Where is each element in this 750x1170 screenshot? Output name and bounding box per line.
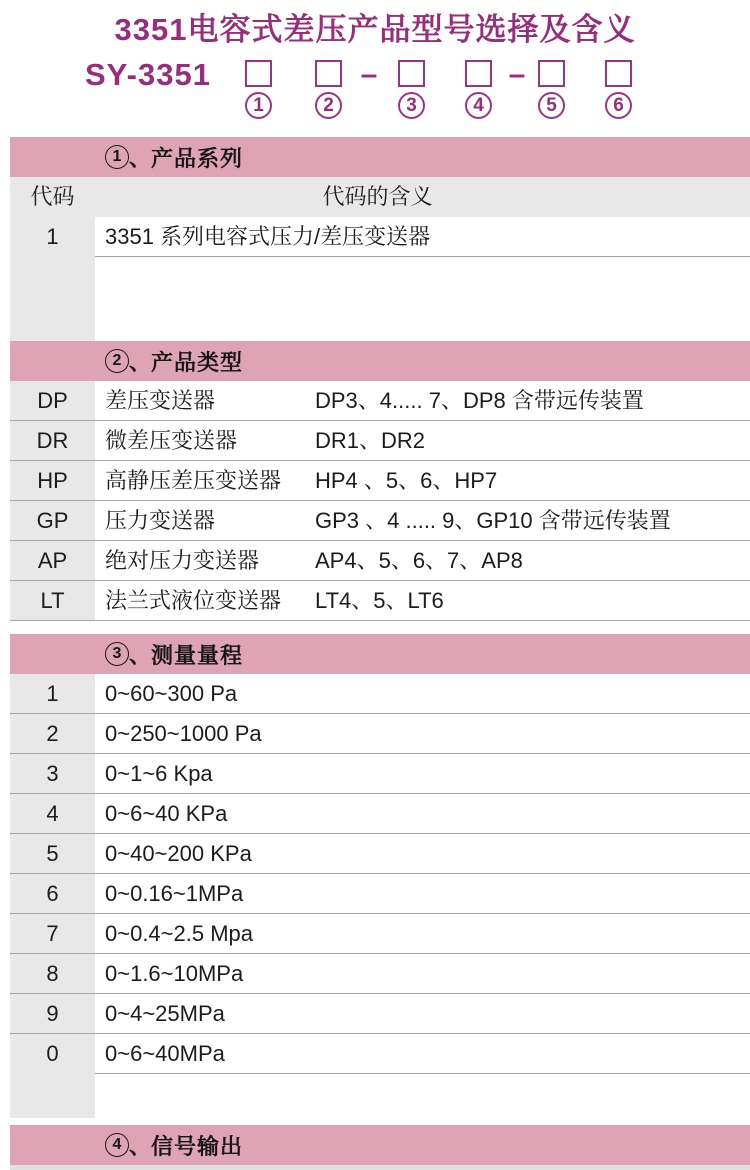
- circled-number-2: 2: [315, 92, 342, 119]
- circled-number-6: 6: [605, 92, 632, 119]
- column-header-meaning: 代码的含义: [322, 184, 433, 209]
- dash-separator: –: [508, 57, 526, 91]
- type-name-cell: 绝对压力变送器: [95, 541, 315, 580]
- page-title: 3351电容式差压产品型号选择及含义: [114, 12, 636, 47]
- model-slot-2: [314, 60, 343, 119]
- table-row-hp: [10, 461, 750, 501]
- section-title: 产品系列: [151, 145, 244, 171]
- table-row-dr: [10, 421, 750, 461]
- type-spec-cell: DR1、DR2: [315, 421, 750, 460]
- table-row-dp: [10, 381, 750, 421]
- model-number-diagram: [85, 57, 750, 118]
- code-cell: 7: [10, 914, 95, 953]
- table-header-row: [10, 177, 750, 217]
- range-cell: 0~40~200 KPa: [95, 834, 750, 873]
- model-box-icon: [538, 60, 565, 87]
- separator: 、: [129, 642, 152, 668]
- section-header-measure-range: [10, 634, 750, 674]
- section-title: 产品类型: [151, 349, 244, 375]
- model-box-icon: [605, 60, 632, 87]
- section-circled-number: 2: [105, 349, 129, 373]
- table-row-range-3: [10, 754, 750, 794]
- model-slot-1: [244, 60, 273, 119]
- table-row-range-8: [10, 954, 750, 994]
- code-cell: 5: [10, 834, 95, 873]
- table-row-range-4: [10, 794, 750, 834]
- table-row-lt: [10, 581, 750, 621]
- code-cell: 3: [10, 754, 95, 793]
- code-cell: 4: [10, 794, 95, 833]
- table-row-range-5: [10, 834, 750, 874]
- circled-number-3: 3: [398, 92, 425, 119]
- model-box-icon: [315, 60, 342, 87]
- code-column-fill: [10, 257, 95, 341]
- section-circled-number: 1: [105, 145, 129, 169]
- range-cell: 0~0.16~1MPa: [95, 874, 750, 913]
- section-title: 测量量程: [151, 642, 244, 668]
- meaning-cell: 3351 系列电容式压力/差压变送器: [95, 217, 750, 257]
- code-cell: 2: [10, 714, 95, 753]
- range-cell: 0~1~6 Kpa: [95, 754, 750, 793]
- range-cell: 0~250~1000 Pa: [95, 714, 750, 753]
- content-fill: [95, 257, 750, 341]
- circled-number-4: 4: [465, 92, 492, 119]
- code-cell: GP: [10, 501, 95, 540]
- section-header-product-type: [10, 341, 750, 381]
- separator: 、: [129, 349, 152, 375]
- cropped-next-row: [10, 1165, 750, 1170]
- code-cell: HP: [10, 461, 95, 500]
- model-slot-3: [397, 60, 426, 119]
- type-name-cell: 高静压差压变送器: [95, 461, 315, 500]
- model-box-icon: [398, 60, 425, 87]
- type-spec-cell: GP3 、4 ..... 9、GP10 含带远传装置: [315, 501, 750, 540]
- table-row: [10, 217, 750, 257]
- range-cell: 0~60~300 Pa: [95, 674, 750, 713]
- range-cell: 0~6~40MPa: [95, 1034, 750, 1074]
- type-spec-cell: AP4、5、6、7、AP8: [315, 541, 750, 580]
- code-cell: DP: [10, 381, 95, 420]
- range-cell: 0~4~25MPa: [95, 994, 750, 1033]
- section-title: 信号输出: [151, 1133, 244, 1159]
- type-name-cell: 法兰式液位变送器: [95, 581, 315, 620]
- model-box-icon: [465, 60, 492, 87]
- table-row-range-6: [10, 874, 750, 914]
- type-spec-cell: DP3、4..... 7、DP8 含带远传装置: [315, 381, 750, 420]
- code-cell: 6: [10, 874, 95, 913]
- model-prefix: SY-3351: [85, 57, 211, 92]
- model-slot-5: [537, 60, 566, 119]
- section-header-signal-output: [10, 1125, 750, 1165]
- code-cell: AP: [10, 541, 95, 580]
- model-slot-4: [464, 60, 493, 119]
- type-spec-cell: HP4 、5、6、HP7: [315, 461, 750, 500]
- separator: 、: [129, 145, 152, 171]
- table-row-range-1: [10, 674, 750, 714]
- column-header-code: 代码: [30, 184, 75, 209]
- code-cell: 9: [10, 994, 95, 1033]
- separator: 、: [129, 1133, 152, 1159]
- section-header-product-series: [10, 137, 750, 177]
- type-name-cell: 微差压变送器: [95, 421, 315, 460]
- range-cell: 0~6~40 KPa: [95, 794, 750, 833]
- table-row-range-0: [10, 1034, 750, 1074]
- code-cell: 0: [10, 1034, 95, 1074]
- table-row-gp: [10, 501, 750, 541]
- content-fill: [95, 1074, 750, 1118]
- code-column-fill: [10, 1074, 95, 1118]
- white-spacer: [0, 621, 750, 634]
- code-cell: 8: [10, 954, 95, 993]
- model-box-icon: [245, 60, 272, 87]
- range-cell: 0~0.4~2.5 Mpa: [95, 914, 750, 953]
- table-row-range-2: [10, 714, 750, 754]
- table-row-range-9: [10, 994, 750, 1034]
- code-cell: LT: [10, 581, 95, 620]
- empty-spacer-row: [10, 257, 750, 341]
- code-cell: 1: [10, 217, 95, 257]
- type-name-cell: 差压变送器: [95, 381, 315, 420]
- range-cell: 0~1.6~10MPa: [95, 954, 750, 993]
- section-circled-number: 3: [105, 642, 129, 666]
- table-row-ap: [10, 541, 750, 581]
- section-circled-number: 4: [105, 1133, 129, 1157]
- circled-number-1: 1: [245, 92, 272, 119]
- circled-number-5: 5: [538, 92, 565, 119]
- model-slot-6: [604, 60, 633, 119]
- code-cell: 1: [10, 674, 95, 713]
- table-row-range-7: [10, 914, 750, 954]
- code-cell: DR: [10, 421, 95, 460]
- type-name-cell: 压力变送器: [95, 501, 315, 540]
- dash-separator: –: [360, 57, 378, 91]
- empty-spacer-row: [10, 1074, 750, 1118]
- type-spec-cell: LT4、5、LT6: [315, 581, 750, 620]
